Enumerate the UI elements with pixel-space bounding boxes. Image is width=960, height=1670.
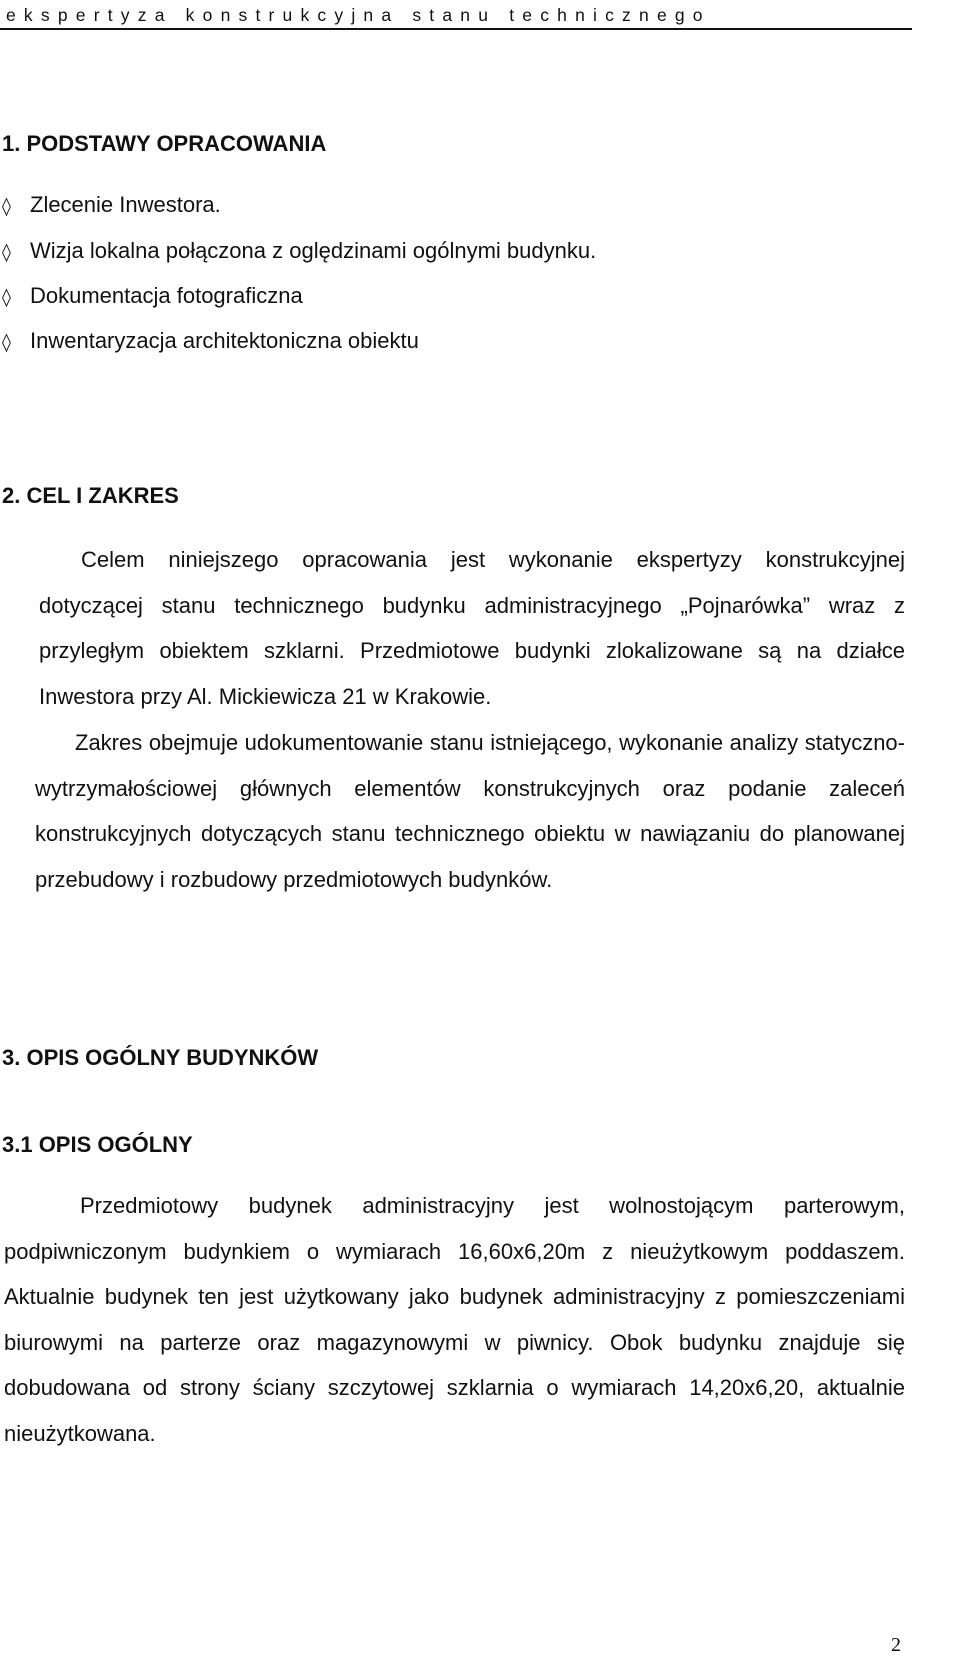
section-3-1-heading: 3.1 OPIS OGÓLNY — [2, 1132, 193, 1157]
header-divider — [0, 28, 912, 30]
diamond-outline-icon: ◊ — [2, 287, 11, 308]
diamond-outline-icon: ◊ — [2, 196, 11, 217]
section-2-paragraph-2: Zakres obejmuje udokumentowanie stanu istniejącego, wykonanie analizy statyczno-wytrzymałościowej głównych elementów konstrukcyjnych oraz podanie zaleceń konstrukcyjnych dotyczących stanu technicznego obiektu w nawiązaniu do planowanej przebudowy i rozbudowy przedmiotowych budynków. — [35, 730, 905, 892]
section-3-1-paragraph: Przedmiotowy budynek administracyjny jest wolnostojącym parterowym, podpiwniczonym budynkiem o wymiarach 16,60x6,20m z nieużytkowym poddaszem. Aktualnie budynek ten jest użytkowany jako budynek administracyjny z pomieszczeniami biurowymi na parterze oraz magazynowymi w piwnicy. Obok budynku znajduje się dobudowana od strony ściany szczytowej szklarnia o wymiarach 14,20x6,20, aktualnie nieużytkowana. — [4, 1193, 905, 1446]
list-item-text: Dokumentacja fotograficzna — [30, 283, 303, 308]
diamond-outline-icon: ◊ — [2, 242, 11, 263]
document-header: ekspertyza konstrukcyjna stanu technicznego — [6, 5, 711, 25]
page-number: 2 — [891, 1634, 901, 1656]
list-item-text: Wizja lokalna połączona z oględzinami ogólnymi budynku. — [30, 238, 597, 263]
section-2-heading: 2. CEL I ZAKRES — [2, 483, 179, 508]
section-2-paragraph-1: Celem niniejszego opracowania jest wykonanie ekspertyzy konstrukcyjnej dotyczącej stanu technicznego budynku administracyjnego „Pojnarówka” wraz z przyległym obiektem szklarni. Przedmiotowe budynki zlokalizowane są na działce Inwestora przy Al. Mickiewicza 21 w Krakowie. — [39, 547, 905, 709]
list-item — [2, 238, 596, 266]
diamond-outline-icon: ◊ — [2, 332, 11, 353]
list-item — [2, 192, 221, 220]
list-item — [2, 283, 303, 311]
list-item-text: Zlecenie Inwestora. — [30, 192, 221, 217]
section-3-heading: 3. OPIS OGÓLNY BUDYNKÓW — [2, 1045, 319, 1070]
section-1-heading: 1. PODSTAWY OPRACOWANIA — [2, 131, 327, 156]
list-item-text: Inwentaryzacja architektoniczna obiektu — [30, 328, 419, 353]
list-item — [2, 328, 419, 356]
